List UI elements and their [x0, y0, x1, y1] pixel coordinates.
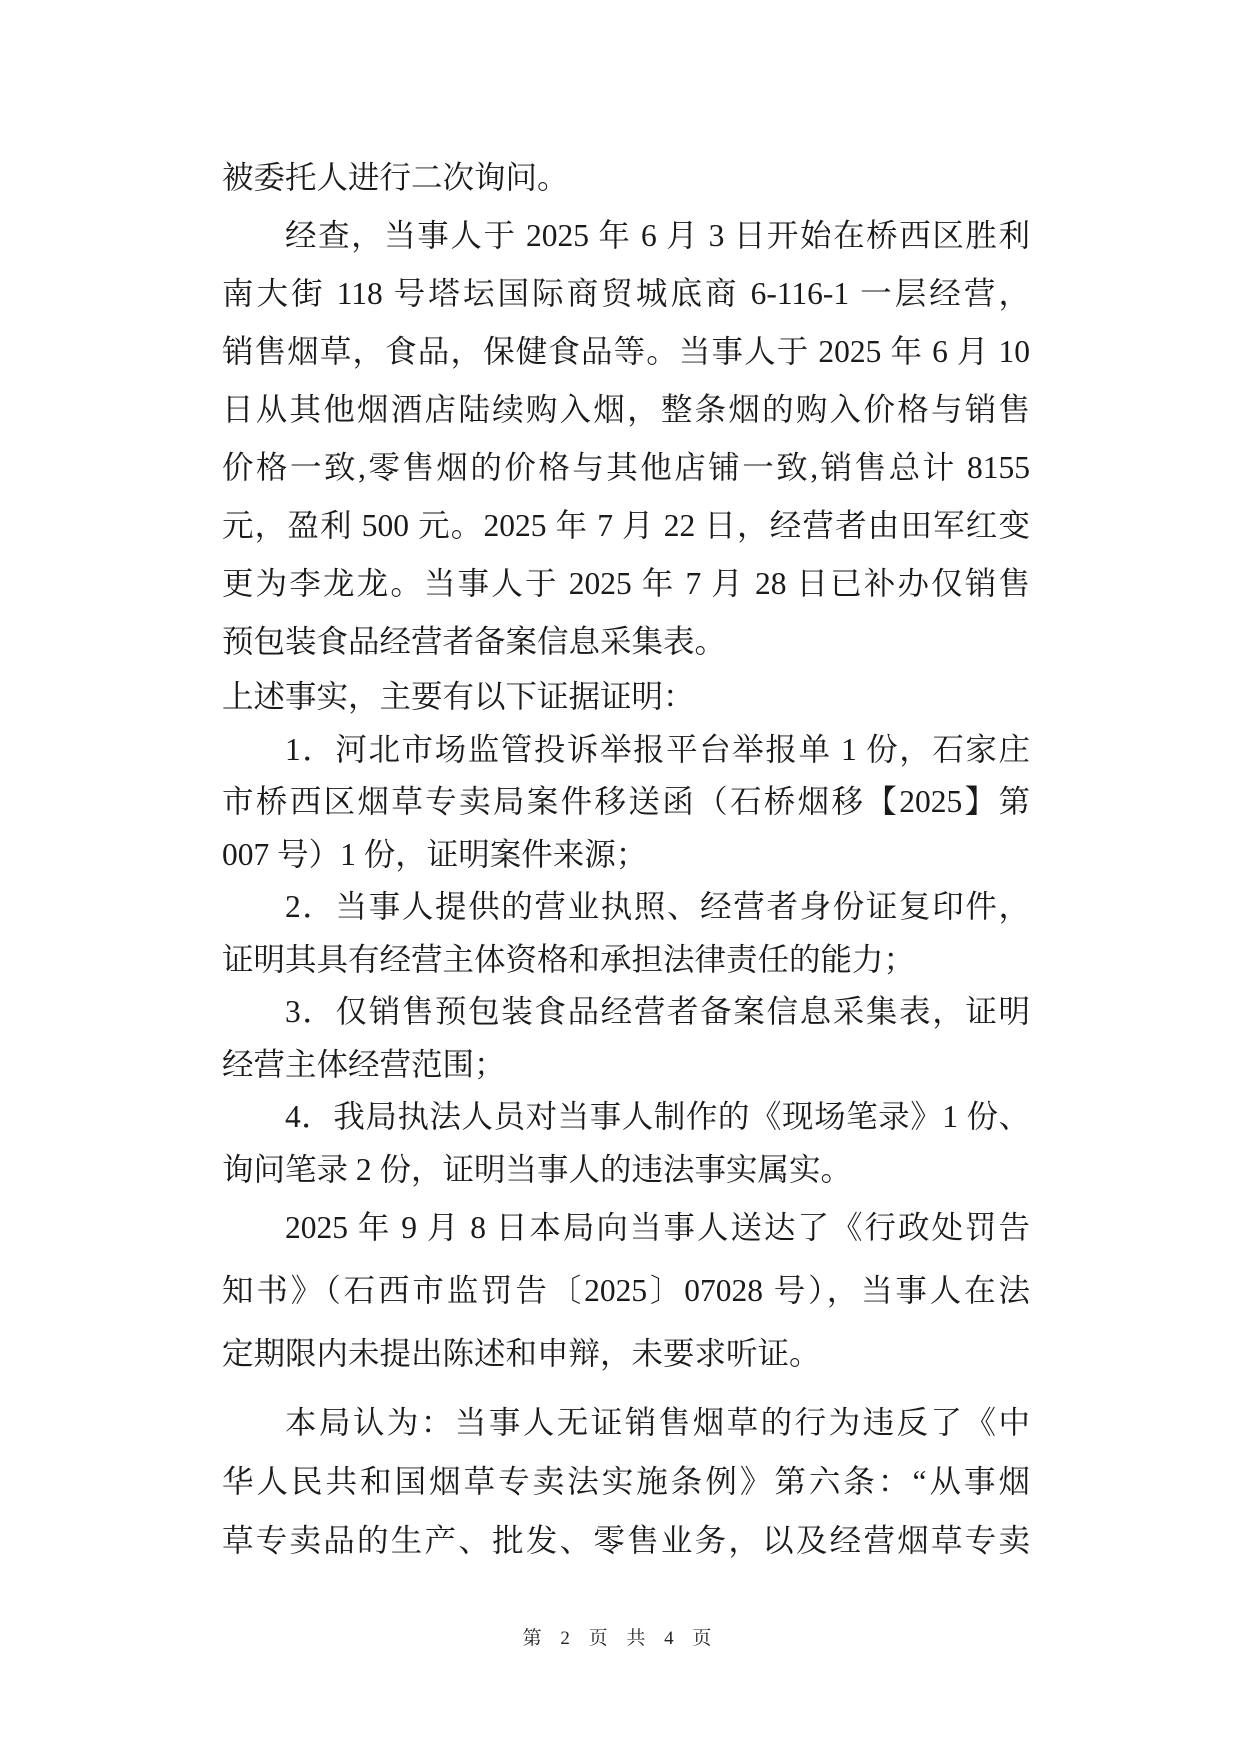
text-line: 2025 年 9 月 8 日本局向当事人送达了《行政处罚告	[285, 1210, 1030, 1245]
text-line: 南大街 118 号塔坛国际商贸城底商 6-116-1 一层经营，	[222, 276, 1030, 311]
page-footer	[0, 1624, 1241, 1654]
text-line: 上述事实，主要有以下证据证明：	[222, 679, 695, 714]
text-line: 经查，当事人于 2025 年 6 月 3 日开始在桥西区胜利	[285, 218, 1030, 253]
text-line: 被委托人进行二次询问。	[222, 160, 569, 195]
text-line: 询问笔录 2 份，证明当事人的违法事实属实。	[222, 1151, 853, 1187]
text-line: 更为李龙龙。当事人于 2025 年 7 月 28 日已补办仅销售	[222, 566, 1030, 601]
text-line: 证明其具有经营主体资格和承担法律责任的能力；	[222, 941, 916, 977]
text-line: 定期限内未提出陈述和申辩，未要求听证。	[222, 1336, 821, 1371]
page-number-text: 第 2 页 共 4 页	[522, 1628, 719, 1649]
text-line: 3．仅销售预包装食品经营者备案信息采集表，证明	[285, 994, 1030, 1029]
text-line: 007 号）1 份，证明案件来源；	[222, 836, 648, 872]
text-line: 1．河北市场监管投诉举报平台举报单 1 份，石家庄	[285, 731, 1030, 767]
document-body	[222, 149, 1030, 1570]
text-line: 4．我局执法人员对当事人制作的《现场笔录》1 份、	[285, 1099, 1030, 1134]
text-line: 销售烟草，食品，保健食品等。当事人于 2025 年 6 月 10	[222, 334, 1030, 369]
text-line: 价格一致,零售烟的价格与其他店铺一致,销售总计 8155	[222, 450, 1030, 485]
text-line: 知书》（石西市监罚告〔2025〕07028 号），当事人在法	[222, 1273, 1030, 1308]
text-line: 本局认为：当事人无证销售烟草的行为违反了《中	[285, 1405, 1030, 1440]
text-line: 预包装食品经营者备案信息采集表。	[222, 624, 727, 659]
text-line: 经营主体经营范围；	[222, 1046, 506, 1082]
text-line: 华人民共和国烟草专卖法实施条例》第六条：“从事烟	[222, 1464, 1030, 1499]
text-line: 2．当事人提供的营业执照、经营者身份证复印件，	[285, 889, 1030, 924]
text-line: 草专卖品的生产、批发、零售业务，以及经营烟草专卖	[222, 1523, 1030, 1558]
text-line: 市桥西区烟草专卖局案件移送函（石桥烟移【2025】第	[222, 784, 1030, 819]
text-line: 元，盈利 500 元。2025 年 7 月 22 日，经营者由田军红变	[222, 508, 1030, 543]
text-line: 日从其他烟酒店陆续购入烟，整条烟的购入价格与销售	[222, 392, 1030, 427]
